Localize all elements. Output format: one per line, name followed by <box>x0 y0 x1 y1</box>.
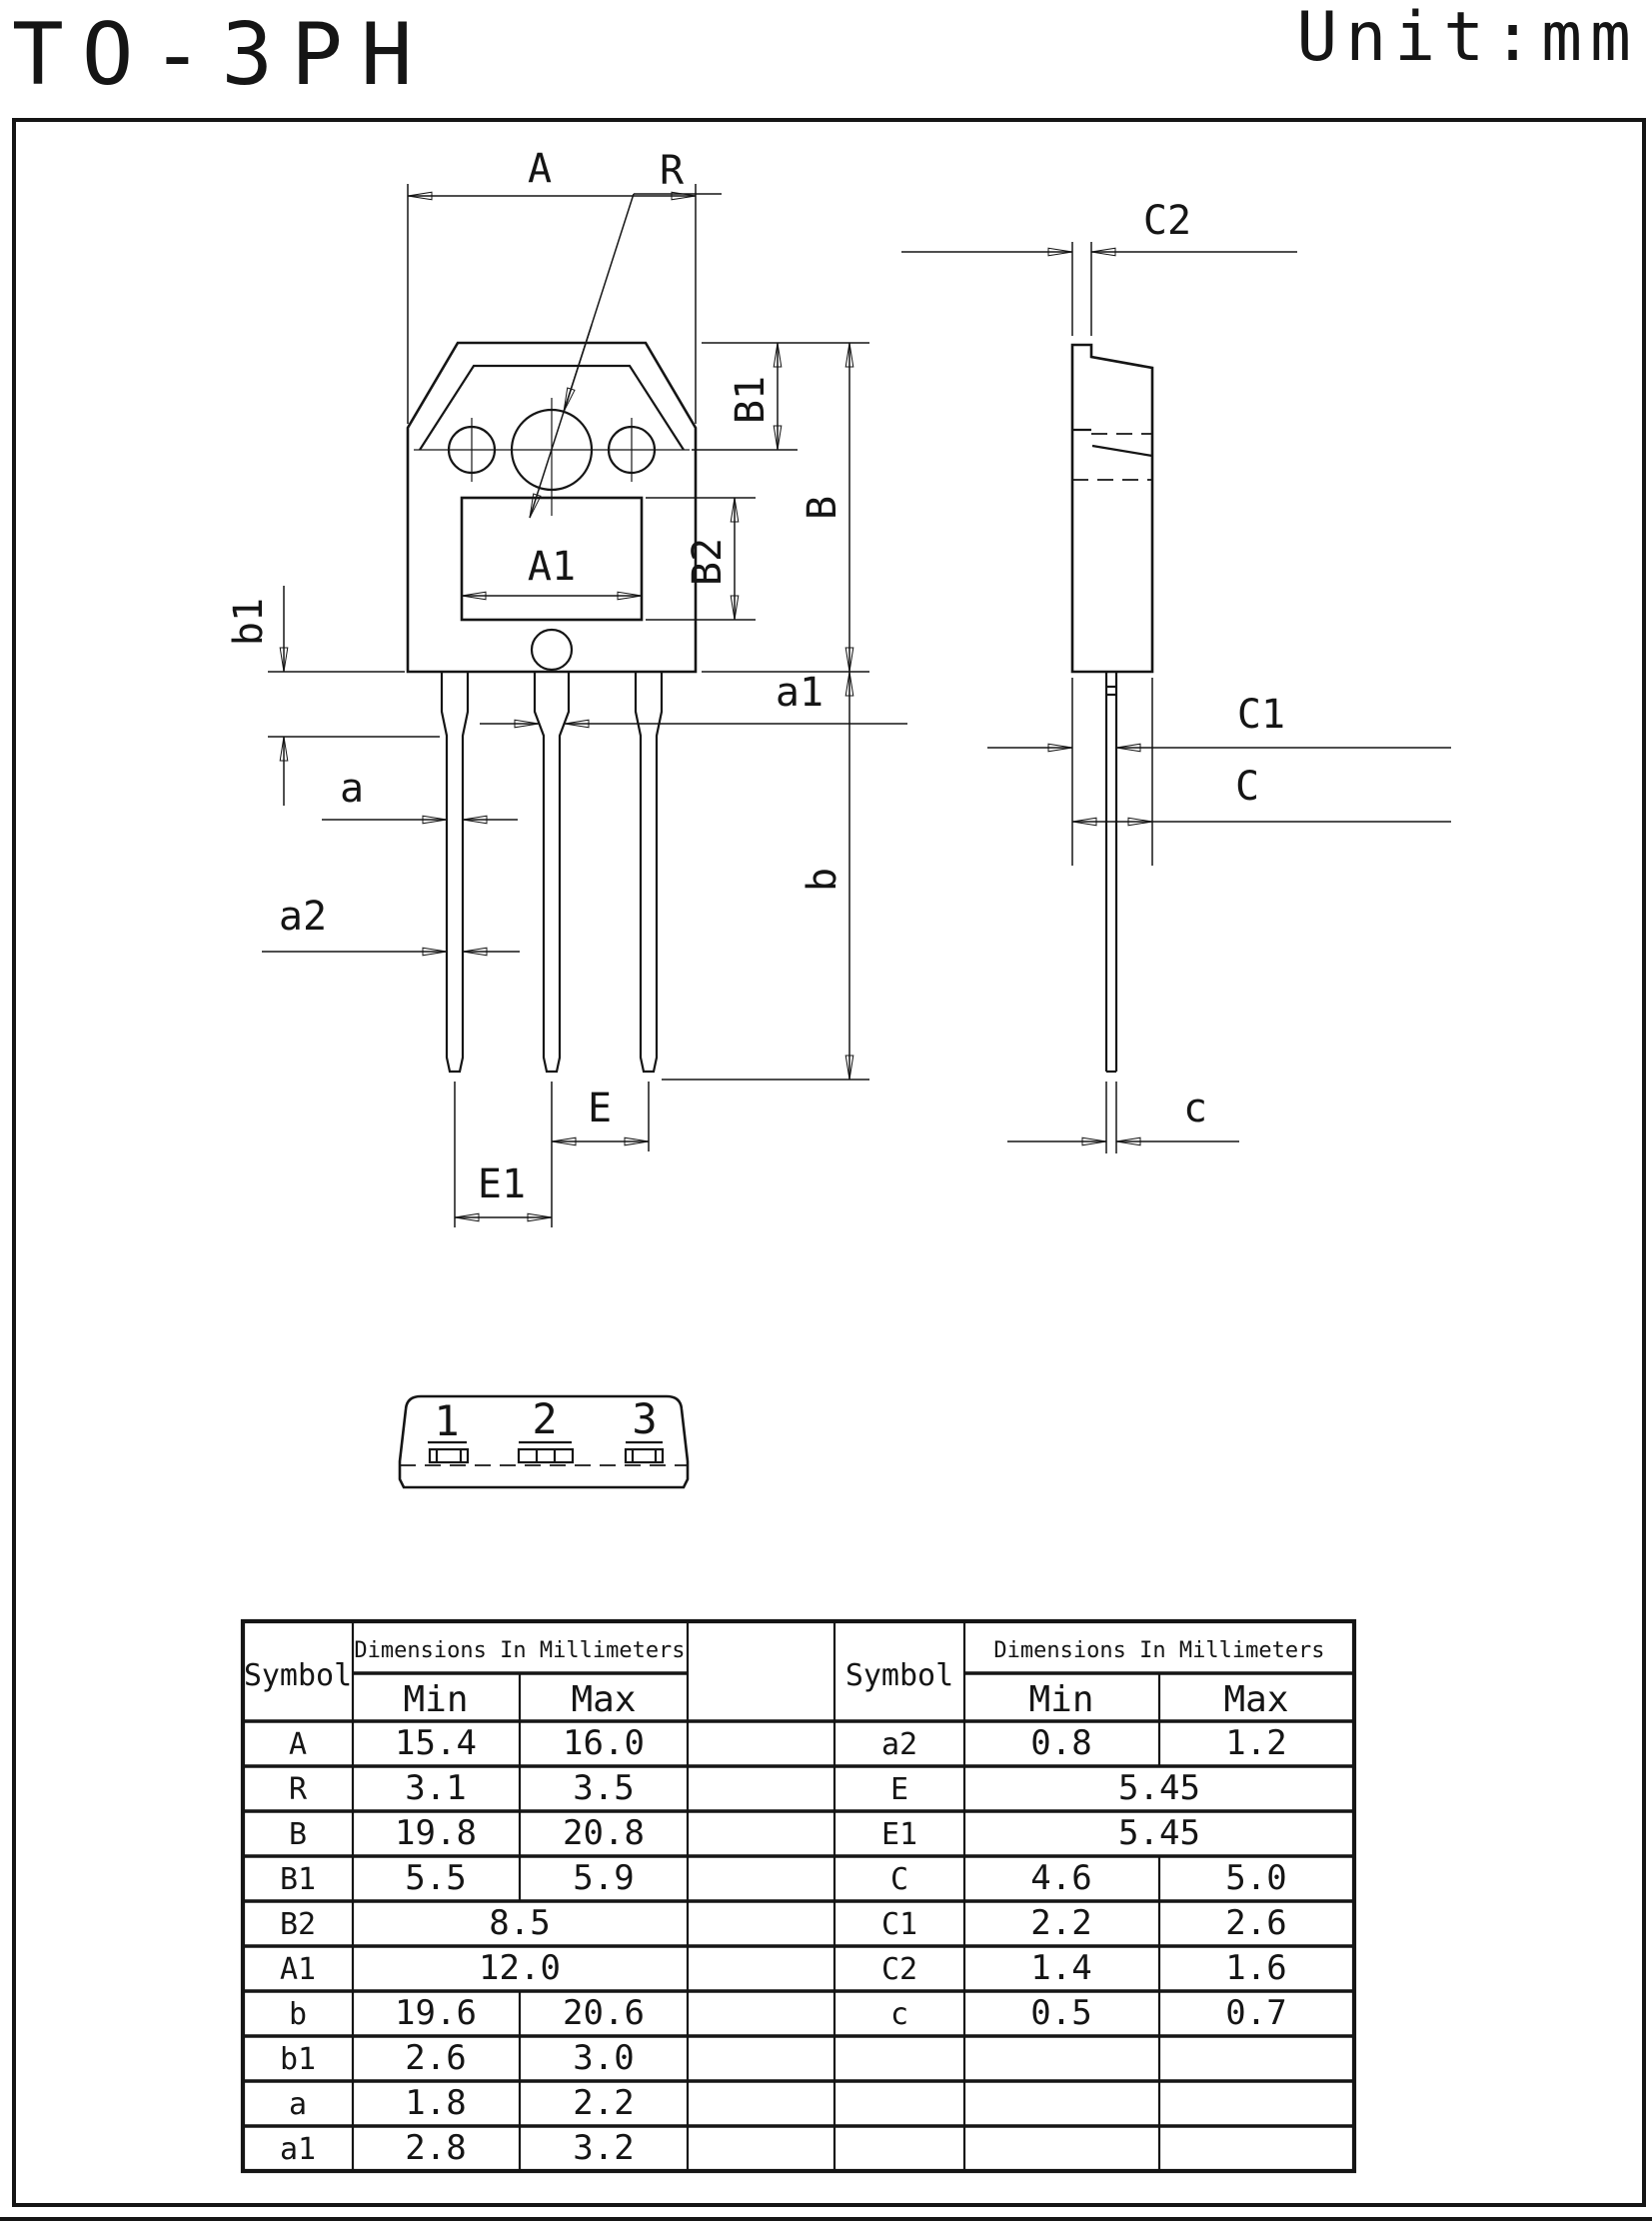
cell-max: 5.9 <box>573 1858 635 1898</box>
pin-1-label: 1 <box>434 1396 460 1445</box>
pin-2-pad <box>519 1449 573 1462</box>
cell-symbol: a2 <box>880 1727 918 1762</box>
cell-symbol: c <box>889 1997 909 2032</box>
cell-max: 20.8 <box>563 1813 645 1853</box>
cell-min: 4.6 <box>1030 1858 1092 1898</box>
cell-max: 2.6 <box>1225 1903 1287 1943</box>
page-title: TO-3PH <box>12 5 431 105</box>
header-symbol-right: Symbol <box>844 1658 954 1693</box>
side-view <box>901 198 1451 1153</box>
header-dimensions-left: Dimensions In Millimeters <box>354 1638 686 1663</box>
cell-span: 5.45 <box>1118 1813 1200 1853</box>
dim-label-C1: C1 <box>1236 692 1286 738</box>
cell-max: 1.2 <box>1225 1723 1287 1763</box>
pin-1-pad <box>430 1449 468 1462</box>
dim-label-C2: C2 <box>1142 198 1192 244</box>
cell-min: 2.6 <box>405 2038 467 2078</box>
dim-label-A: A <box>527 146 553 192</box>
cell-span: 12.0 <box>479 1948 561 1988</box>
cell-max: 3.0 <box>573 2038 635 2078</box>
dim-label-R: R <box>659 148 685 194</box>
header-min-left: Min <box>403 1679 469 1720</box>
cell-min: 19.6 <box>395 1993 477 2033</box>
cell-min: 15.4 <box>395 1723 477 1763</box>
cell-max: 3.5 <box>573 1768 635 1808</box>
dim-label-E: E <box>587 1086 613 1131</box>
cell-min: 2.2 <box>1030 1903 1092 1943</box>
cell-max: 0.7 <box>1225 1993 1287 2033</box>
dim-label-c: c <box>1182 1086 1208 1131</box>
cell-symbol: C <box>889 1862 909 1897</box>
cell-symbol: b1 <box>279 2042 317 2077</box>
header-min-right: Min <box>1028 1679 1094 1720</box>
cell-symbol: a <box>288 2087 308 2122</box>
dim-label-A1: A1 <box>527 544 577 590</box>
dim-label-b1: b1 <box>226 597 272 647</box>
leader-arrow-R <box>564 325 592 412</box>
lead-3-outline <box>636 672 662 1072</box>
unit-label: Unit:mm <box>1296 0 1639 77</box>
header-symbol-left: Symbol <box>243 1658 353 1693</box>
dim-label-a1: a1 <box>775 670 825 716</box>
cell-min: 1.4 <box>1030 1948 1092 1988</box>
cell-min: 19.8 <box>395 1813 477 1853</box>
dim-label-B: B <box>800 495 845 521</box>
table-right-rows <box>881 1723 1287 2033</box>
header-max-left: Max <box>571 1679 637 1720</box>
dim-label-a: a <box>339 766 365 812</box>
lead-2-outline <box>535 672 569 1072</box>
header-max-right: Max <box>1223 1679 1289 1720</box>
lead-1-outline <box>442 672 468 1072</box>
cell-min: 0.5 <box>1030 1993 1092 2033</box>
cell-symbol: C1 <box>880 1907 918 1942</box>
cell-max: 1.6 <box>1225 1948 1287 1988</box>
dimension-table <box>243 1621 1354 2171</box>
cell-max: 5.0 <box>1225 1858 1287 1898</box>
cell-symbol: E <box>889 1772 909 1807</box>
cell-min: 5.5 <box>405 1858 467 1898</box>
header-dimensions-right: Dimensions In Millimeters <box>993 1638 1325 1663</box>
cell-min: 1.8 <box>405 2083 467 2123</box>
cell-symbol: A1 <box>279 1952 317 1987</box>
front-view <box>226 146 907 1227</box>
small-circle <box>532 630 572 670</box>
dim-label-B1: B1 <box>728 375 774 425</box>
dim-label-C: C <box>1234 764 1260 810</box>
dim-label-b: b <box>800 867 845 893</box>
cell-symbol: R <box>288 1772 308 1807</box>
pin-3-pad <box>626 1449 663 1462</box>
dim-label-a2: a2 <box>278 894 328 940</box>
dim-label-B2: B2 <box>685 537 731 587</box>
cell-symbol: A <box>288 1727 308 1762</box>
cell-symbol: B1 <box>279 1862 317 1897</box>
tab-slant-edge <box>1092 446 1152 456</box>
sheet-border <box>0 120 1652 2219</box>
cell-symbol: b <box>288 1997 308 2032</box>
border-frame <box>14 120 1644 2205</box>
cell-max: 2.2 <box>573 2083 635 2123</box>
cell-span: 5.45 <box>1118 1768 1200 1808</box>
bottom-view <box>400 1394 688 1487</box>
cell-symbol: B2 <box>279 1907 317 1942</box>
cell-max: 16.0 <box>563 1723 645 1763</box>
cell-symbol: C2 <box>880 1952 918 1987</box>
dim-label-E1: E1 <box>477 1161 527 1207</box>
cell-max: 20.6 <box>563 1993 645 2033</box>
cell-max: 3.2 <box>573 2128 635 2168</box>
pin-3-label: 3 <box>632 1394 658 1443</box>
cell-min: 3.1 <box>405 1768 467 1808</box>
cell-symbol: E1 <box>880 1817 918 1852</box>
cell-symbol: B <box>288 1817 308 1852</box>
cell-symbol: a1 <box>279 2132 317 2167</box>
cell-min: 0.8 <box>1030 1723 1092 1763</box>
side-body-outline <box>1072 345 1152 672</box>
cell-min: 2.8 <box>405 2128 467 2168</box>
cell-span: 8.5 <box>489 1903 551 1943</box>
pin-2-label: 2 <box>532 1394 558 1443</box>
